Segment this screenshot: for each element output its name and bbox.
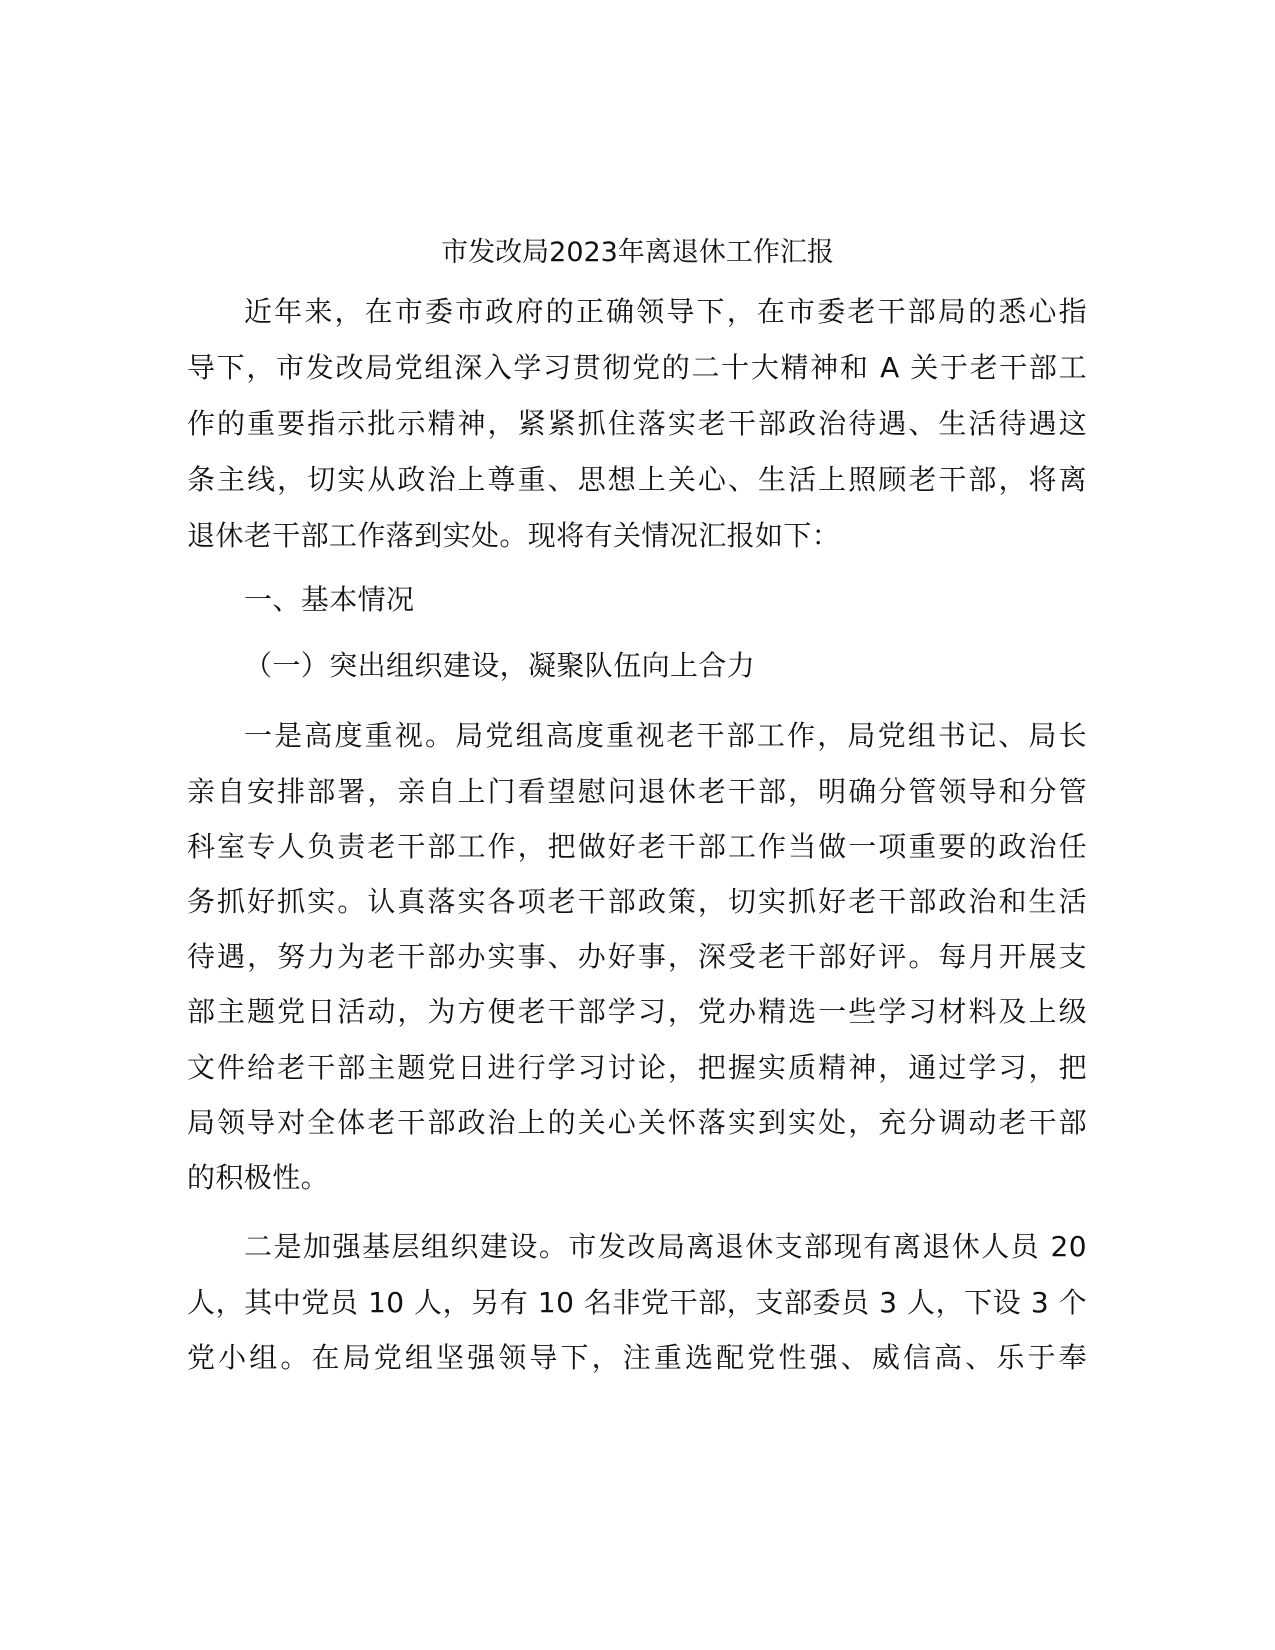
paragraph-line: 务抓好抓实。认真落实各项老干部政策，切实抓好老干部政治和生活 (187, 885, 1087, 918)
paragraph-line: 党小组。在局党组坚强领导下，注重选配党性强、威信高、乐于奉 (187, 1341, 1087, 1374)
paragraph-line: 一是高度重视。局党组高度重视老干部工作，局党组书记、局长 (244, 719, 1087, 752)
section-heading: 一、基本情况 (244, 583, 415, 616)
paragraph-line: 退休老干部工作落到实处。现将有关情况汇报如下： (187, 519, 841, 552)
paragraph-line: 亲自安排部署，亲自上门看望慰问退休老干部，明确分管领导和分管 (187, 775, 1087, 808)
paragraph-line: 人，其中党员 10 人，另有 10 名非党干部，支部委员 3 人，下设 3 个 (187, 1286, 1087, 1319)
paragraph-line: 待遇，努力为老干部办实事、办好事，深受老干部好评。每月开展支 (187, 940, 1087, 973)
paragraph-line: 条主线，切实从政治上尊重、思想上关心、生活上照顾老干部，将离 (187, 463, 1087, 496)
paragraph-line: 作的重要指示批示精神，紧紧抓住落实老干部政治待遇、生活待遇这 (187, 407, 1087, 440)
paragraph-line: 部主题党日活动，为方便老干部学习，党办精选一些学习材料及上级 (187, 995, 1087, 1028)
paragraph-line: 的积极性。 (187, 1161, 330, 1194)
document-title: 市发改局2023年离退休工作汇报 (441, 237, 834, 268)
paragraph-line: 局领导对全体老干部政治上的关心关怀落实到实处，充分调动老干部 (187, 1106, 1087, 1139)
paragraph-line: 导下，市发改局党组深入学习贯彻党的二十大精神和 A 关于老干部工 (187, 351, 1087, 384)
paragraph-line: 二是加强基层组织建设。市发改局离退休支部现有离退休人员 20 (244, 1230, 1087, 1263)
paragraph-line: 科室专人负责老干部工作，把做好老干部工作当做一项重要的政治任 (187, 830, 1087, 863)
paragraph-line: 近年来，在市委市政府的正确领导下，在市委老干部局的悉心指 (244, 295, 1087, 328)
paragraph-line: 文件给老干部主题党日进行学习讨论，把握实质精神，通过学习，把 (187, 1051, 1087, 1084)
subsection-heading: （一）突出组织建设，凝聚队伍向上合力 (244, 649, 756, 682)
